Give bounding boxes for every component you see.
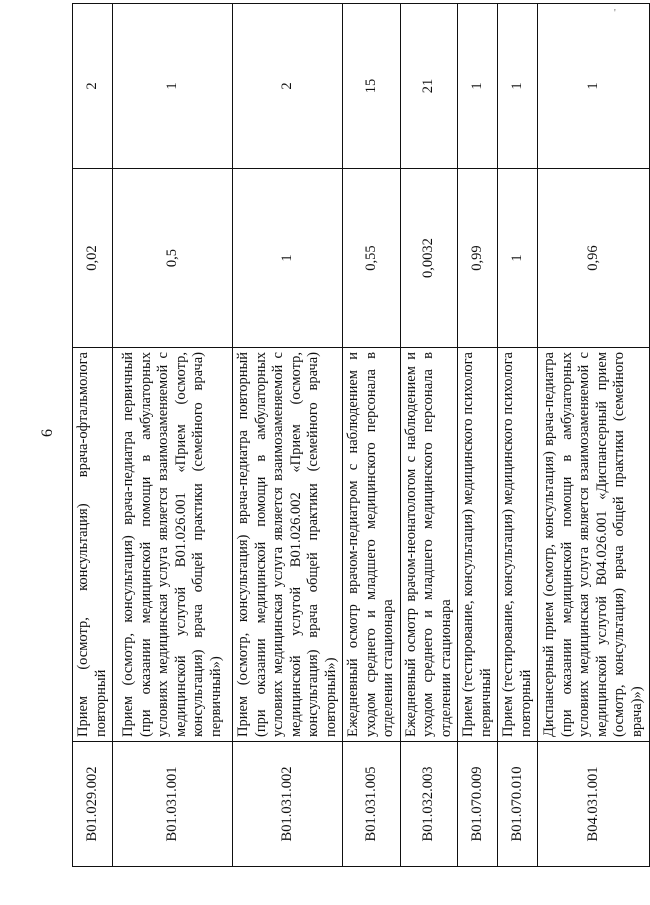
table-row — [538, 4, 650, 867]
multiplicity-cell: 1 — [538, 4, 650, 169]
service-name-cell: Ежедневный осмотр врачом-неонатологом с наблюдением и уходом среднего и младшего медицинского персонала в отделении стационара — [400, 348, 458, 742]
page-number: 6 — [39, 429, 56, 437]
multiplicity-cell: 1 — [113, 4, 233, 169]
table-row — [113, 4, 233, 867]
service-code-cell: B01.031.001 — [113, 742, 233, 867]
service-code-cell: B01.031.005 — [343, 742, 401, 867]
table-row — [458, 4, 498, 867]
table-row — [73, 4, 113, 867]
frequency-coef-cell: 0,02 — [73, 169, 113, 348]
table-row — [400, 4, 458, 867]
frequency-coef-cell: 0,0032 — [400, 169, 458, 348]
frequency-coef-cell: 1 — [498, 169, 538, 348]
multiplicity-cell: 21 — [400, 4, 458, 169]
multiplicity-cell: 1 — [498, 4, 538, 169]
service-code-cell: B01.031.002 — [233, 742, 343, 867]
multiplicity-cell: 15 — [343, 4, 401, 169]
service-code-cell: B04.031.001 — [538, 742, 650, 867]
service-code-cell: B01.070.010 — [498, 742, 538, 867]
table-row — [498, 4, 538, 867]
services-table — [72, 3, 650, 867]
service-name-cell: Ежедневный осмотр врачом-педиатром с наблюдением и уходом среднего и младшего медицинского персонала в отделении стационара — [343, 348, 401, 742]
service-code-cell: B01.070.009 — [458, 742, 498, 867]
service-name-cell: Диспансерный прием (осмотр, консультация) врача-педиатра (при оказании медицинской помощи в амбулаторных условиях медицинская услуга является взаимозаменяемой с медицинской услугой B04.026.001 «Диспансерный прием (осмотр, консультация) врача общей практики (семейного врача)») — [538, 348, 650, 742]
frequency-coef-cell: 0,55 — [343, 169, 401, 348]
service-name-cell: Прием (тестирование, консультация) медицинского психолога повторный — [498, 348, 538, 742]
service-code-cell: B01.032.003 — [400, 742, 458, 867]
frequency-coef-cell: 1 — [233, 169, 343, 348]
frequency-coef-cell: 0,99 — [458, 169, 498, 348]
rotated-table-container — [72, 40, 645, 867]
service-name-cell: Прием (осмотр, консультация) врача-офтальмолога повторный — [73, 348, 113, 742]
service-name-cell: Прием (тестирование, консультация) медицинского психолога первичный — [458, 348, 498, 742]
multiplicity-cell: 1 — [458, 4, 498, 169]
frequency-coef-cell: 0,96 — [538, 169, 650, 348]
multiplicity-cell: 2 — [233, 4, 343, 169]
stray-mark: ' — [614, 8, 616, 19]
multiplicity-cell: 2 — [73, 4, 113, 169]
frequency-coef-cell: 0,5 — [113, 169, 233, 348]
table-row — [343, 4, 401, 867]
service-name-cell: Прием (осмотр, консультация) врача-педиатра повторный (при оказании медицинской помощи в амбулаторных условиях медицинская услуга является взаимозаменяемой с медицинской услугой B01.026.002 «Прием (осмотр, консультация) врача общей практики (семейного врача) повторный») — [233, 348, 343, 742]
service-code-cell: B01.029.002 — [73, 742, 113, 867]
table-row — [233, 4, 343, 867]
service-name-cell: Прием (осмотр, консультация) врача-педиатра первичный (при оказании медицинской помощи в амбулаторных условиях медицинская услуга является взаимозаменяемой с медицинской услугой B01.026.001 «Прием (осмотр, консультация) врача общей практики (семейного врача) первичный») — [113, 348, 233, 742]
